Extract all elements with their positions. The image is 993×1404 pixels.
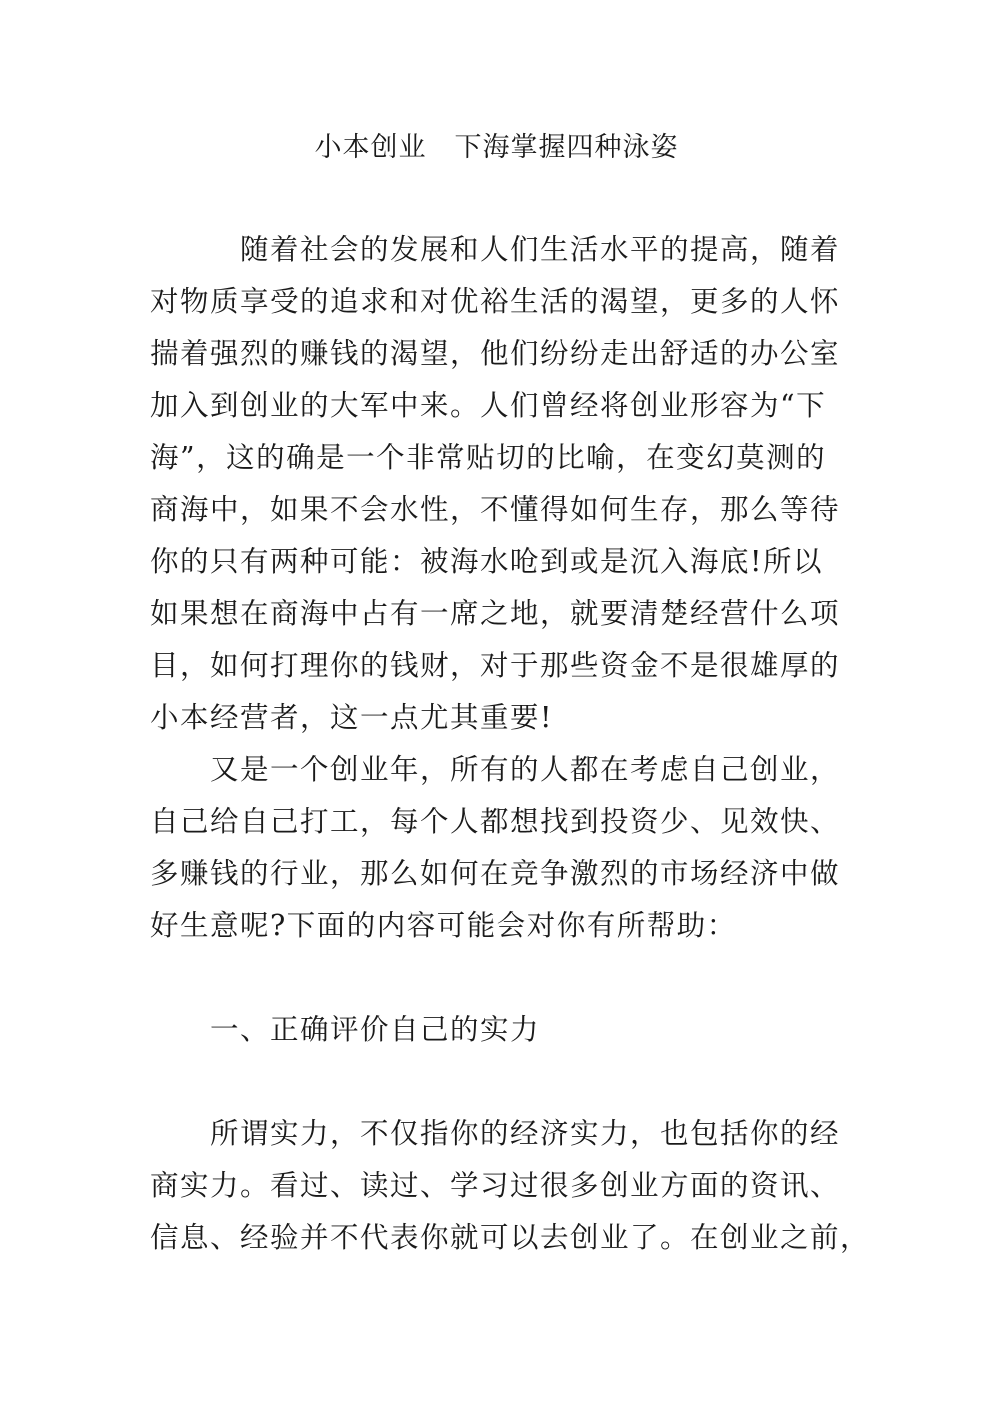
paragraph-line: 又是一个创业年，所有的人都在考虑自己创业， bbox=[210, 753, 841, 786]
paragraph-line: 海”，这的确是一个非常贴切的比喻，在变幻莫测的 bbox=[150, 441, 827, 474]
paragraph-line: 商实力。看过、读过、学习过很多创业方面的资讯、 bbox=[150, 1169, 841, 1202]
paragraph-line: 随着社会的发展和人们生活水平的提高，随着 bbox=[240, 233, 841, 266]
paragraph-line: 商海中，如果不会水性，不懂得如何生存，那么等待 bbox=[150, 493, 841, 526]
paragraph-line: 揣着强烈的赚钱的渴望，他们纷纷走出舒适的办公室 bbox=[150, 337, 841, 370]
paragraph-line: 对物质享受的追求和对优裕生活的渴望，更多的人怀 bbox=[150, 285, 841, 318]
paragraph-line: 目，如何打理你的钱财，对于那些资金不是很雄厚的 bbox=[150, 649, 841, 682]
paragraph-line: 你的只有两种可能：被海水呛到或是沉入海底!所以 bbox=[150, 545, 823, 578]
paragraph-line: 如果想在商海中占有一席之地，就要清楚经营什么项 bbox=[150, 597, 841, 630]
paragraph-line: 多赚钱的行业，那么如何在竞争激烈的市场经济中做 bbox=[150, 857, 841, 890]
paragraph-line: 所谓实力，不仅指你的经济实力，也包括你的经 bbox=[210, 1117, 841, 1150]
paragraph-line: 小本经营者，这一点尤其重要! bbox=[150, 701, 553, 734]
paragraph-line: 好生意呢?下面的内容可能会对你有所帮助： bbox=[150, 909, 737, 942]
section-heading: 一、正确评价自己的实力 bbox=[210, 1013, 541, 1046]
paragraph-line: 加入到创业的大军中来。人们曾经将创业形容为“下 bbox=[150, 389, 827, 422]
paragraph-line: 信息、经验并不代表你就可以去创业了。在创业之前， bbox=[150, 1221, 871, 1254]
document-title: 小本创业 下海掌握四种泳姿 bbox=[314, 132, 679, 163]
paragraph-line: 自己给自己打工，每个人都想找到投资少、见效快、 bbox=[150, 805, 841, 838]
